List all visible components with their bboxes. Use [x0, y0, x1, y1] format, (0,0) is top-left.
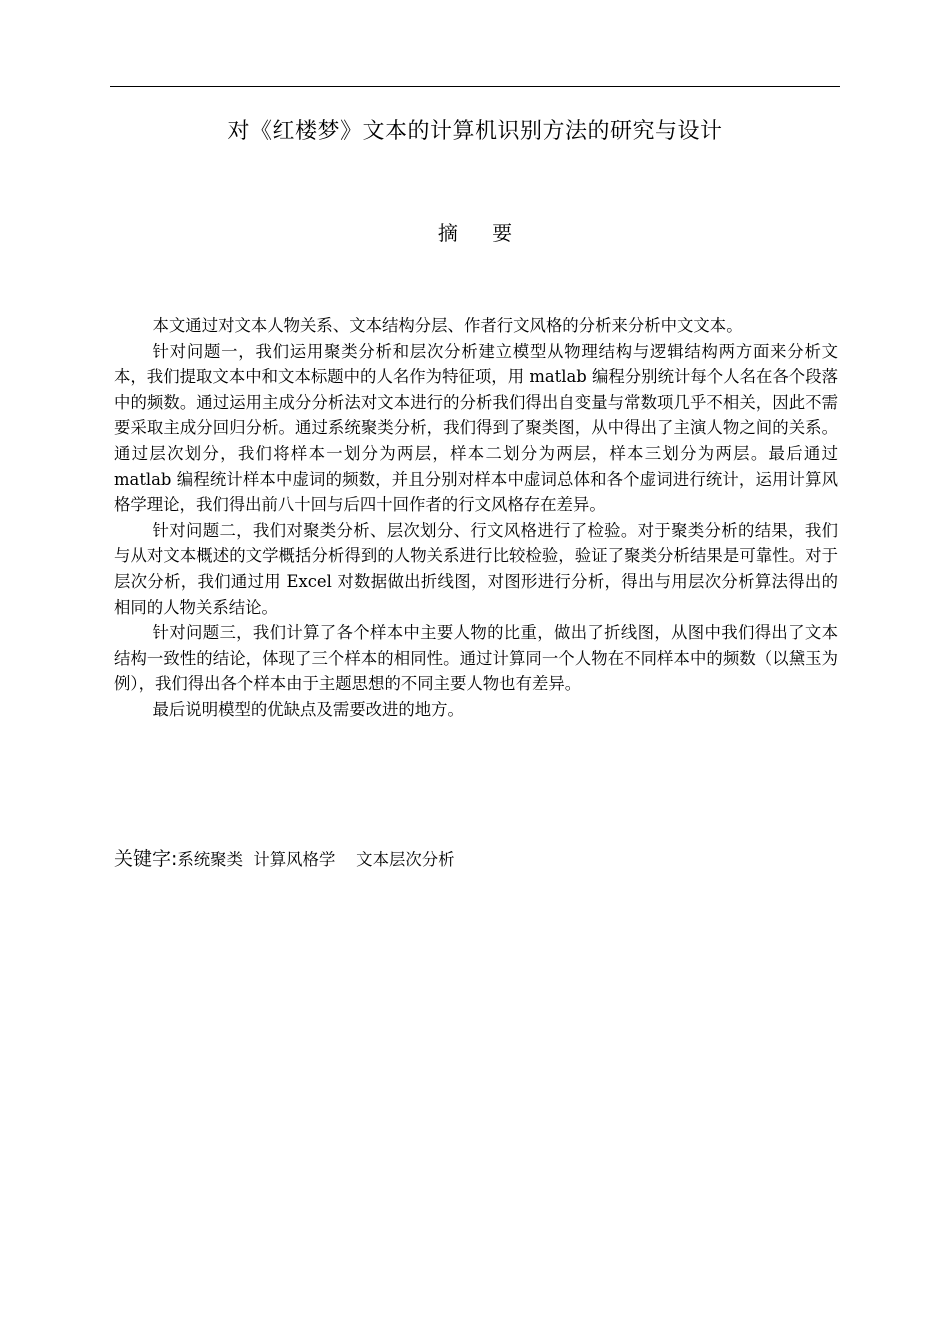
abstract-paragraph: 本文通过对文本人物关系、文本结构分层、作者行文风格的分析来分析中文文本。 [152, 316, 743, 335]
abstract-paragraph: 最后说明模型的优缺点及需要改进的地方。 [152, 699, 464, 719]
abstract-body [114, 313, 838, 723]
paper-title: 对《红楼梦》文本的计算机识别方法的研究与设计 [227, 119, 723, 144]
abstract-heading: 摘 要 [437, 221, 527, 245]
header-rule [110, 86, 840, 87]
keywords-label: 关键字: [114, 848, 178, 870]
keywords-line [114, 846, 838, 873]
abstract-paragraph: 针对问题一，我们运用聚类分析和层次分析建立模型从物理结构与逻辑结构两方面来分析文本，我们提取文本中和文本标题中的人名作为特征项，用 matlab 编程分别统计每个人名在各个段落中的频数。通过运用主成分分析法对文本进行的分析我们得出自变量与常数项几乎不相关，因此不需要采取主成分回归分析。通过系统聚类分析，我们得到了聚类图，从中得出了主演人物之间的关系。通过层次划分，我们将样本一划分为两层，样本二划分为两层，样本三划分为两层。最后通过 matlab 编程统计样本中虚词的频数，并且分别对样本中虚词总体和各个虚词进行统计，运用计算风格学理论，我们得出前八十回与后四十回作者的行文风格存在差异。 [114, 341, 838, 515]
abstract-paragraph: 针对问题二，我们对聚类分析、层次划分、行文风格进行了检验。对于聚类分析的结果，我们与从对文本概述的文学概括分析得到的人物关系进行比较检验，验证了聚类分析结果是可靠性。对于层次分析，我们通过用 Excel 对数据做出折线图，对图形进行分析，得出与用层次分析算法得出的相同的人物关系结论。 [114, 520, 838, 617]
abstract-paragraph: 针对问题三，我们计算了各个样本中主要人物的比重，做出了折线图，从图中我们得出了文本结构一致性的结论，体现了三个样本的相同性。通过计算同一个人物在不同样本中的频数（以黛玉为例），我们得出各个样本由于主题思想的不同主要人物也有差异。 [114, 623, 838, 694]
keywords-value: 系统聚类 计算风格学 文本层次分析 [177, 850, 455, 869]
